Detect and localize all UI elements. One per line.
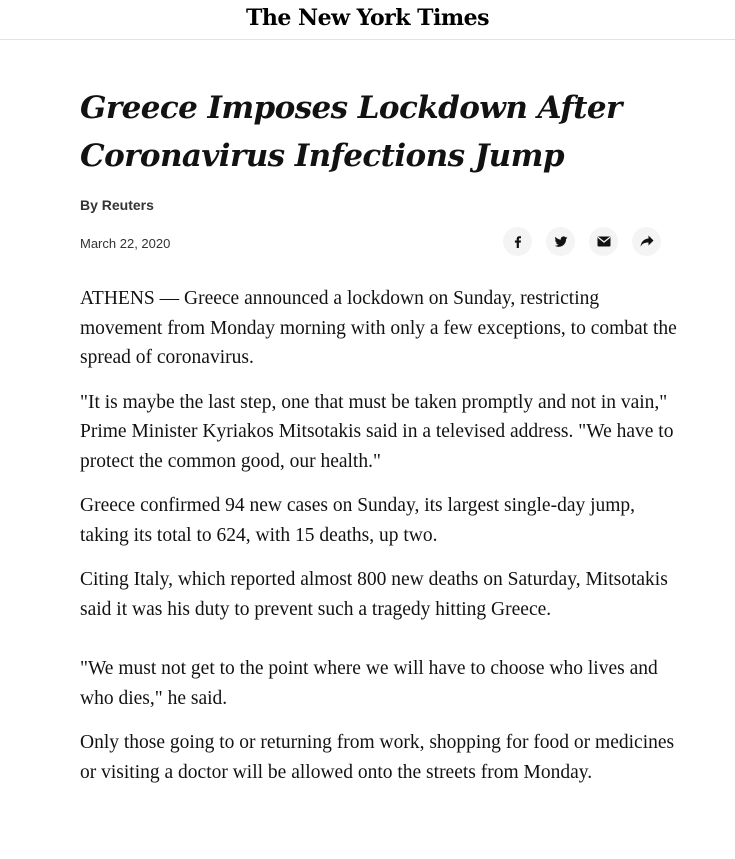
share-forward-icon <box>640 235 654 248</box>
article-paragraph: Only those going to or returning from work, shopping for food or medicines or visiting a doctor will be allowed onto the streets from Monday. <box>80 732 675 783</box>
article-headline <box>80 84 680 180</box>
headline-line-2: Coronavirus Infections Jump <box>80 138 564 174</box>
twitter-icon <box>554 235 568 249</box>
share-tools <box>503 227 661 256</box>
article-paragraph: Greece confirmed 94 new cases on Sunday, its largest single-day jump, taking its total to 624, with 15 deaths, up two. <box>80 495 636 546</box>
facebook-icon <box>511 235 525 249</box>
byline: By Reuters <box>80 197 154 213</box>
more-share-button[interactable] <box>632 227 661 256</box>
publish-date: March 22, 2020 <box>80 236 171 251</box>
twitter-share-button[interactable] <box>546 227 575 256</box>
facebook-share-button[interactable] <box>503 227 532 256</box>
headline-line-1: Greece Imposes Lockdown After <box>80 90 622 126</box>
email-share-button[interactable] <box>589 227 618 256</box>
email-icon <box>597 236 611 247</box>
masthead <box>0 0 735 40</box>
article-paragraph: ATHENS — Greece announced a lockdown on Sunday, restricting movement from Monday morning with only a few exceptions, to combat the spread of coronavirus. <box>80 288 677 368</box>
nyt-logo[interactable]: The New York Times <box>245 5 490 31</box>
article-paragraph: "It is maybe the last step, one that must be taken promptly and not in vain," Prime Minister Kyriakos Mitsotakis said in a televised address. "We have to protect the common good, our health." <box>80 391 674 472</box>
article-paragraph: "We must not get to the point where we will have to choose who lives and who dies," he said. <box>80 658 658 709</box>
article-body <box>80 284 680 802</box>
article-paragraph: Citing Italy, which reported almost 800 new deaths on Saturday, Mitsotakis said it was his duty to prevent such a tragedy hitting Greece. <box>80 569 668 620</box>
